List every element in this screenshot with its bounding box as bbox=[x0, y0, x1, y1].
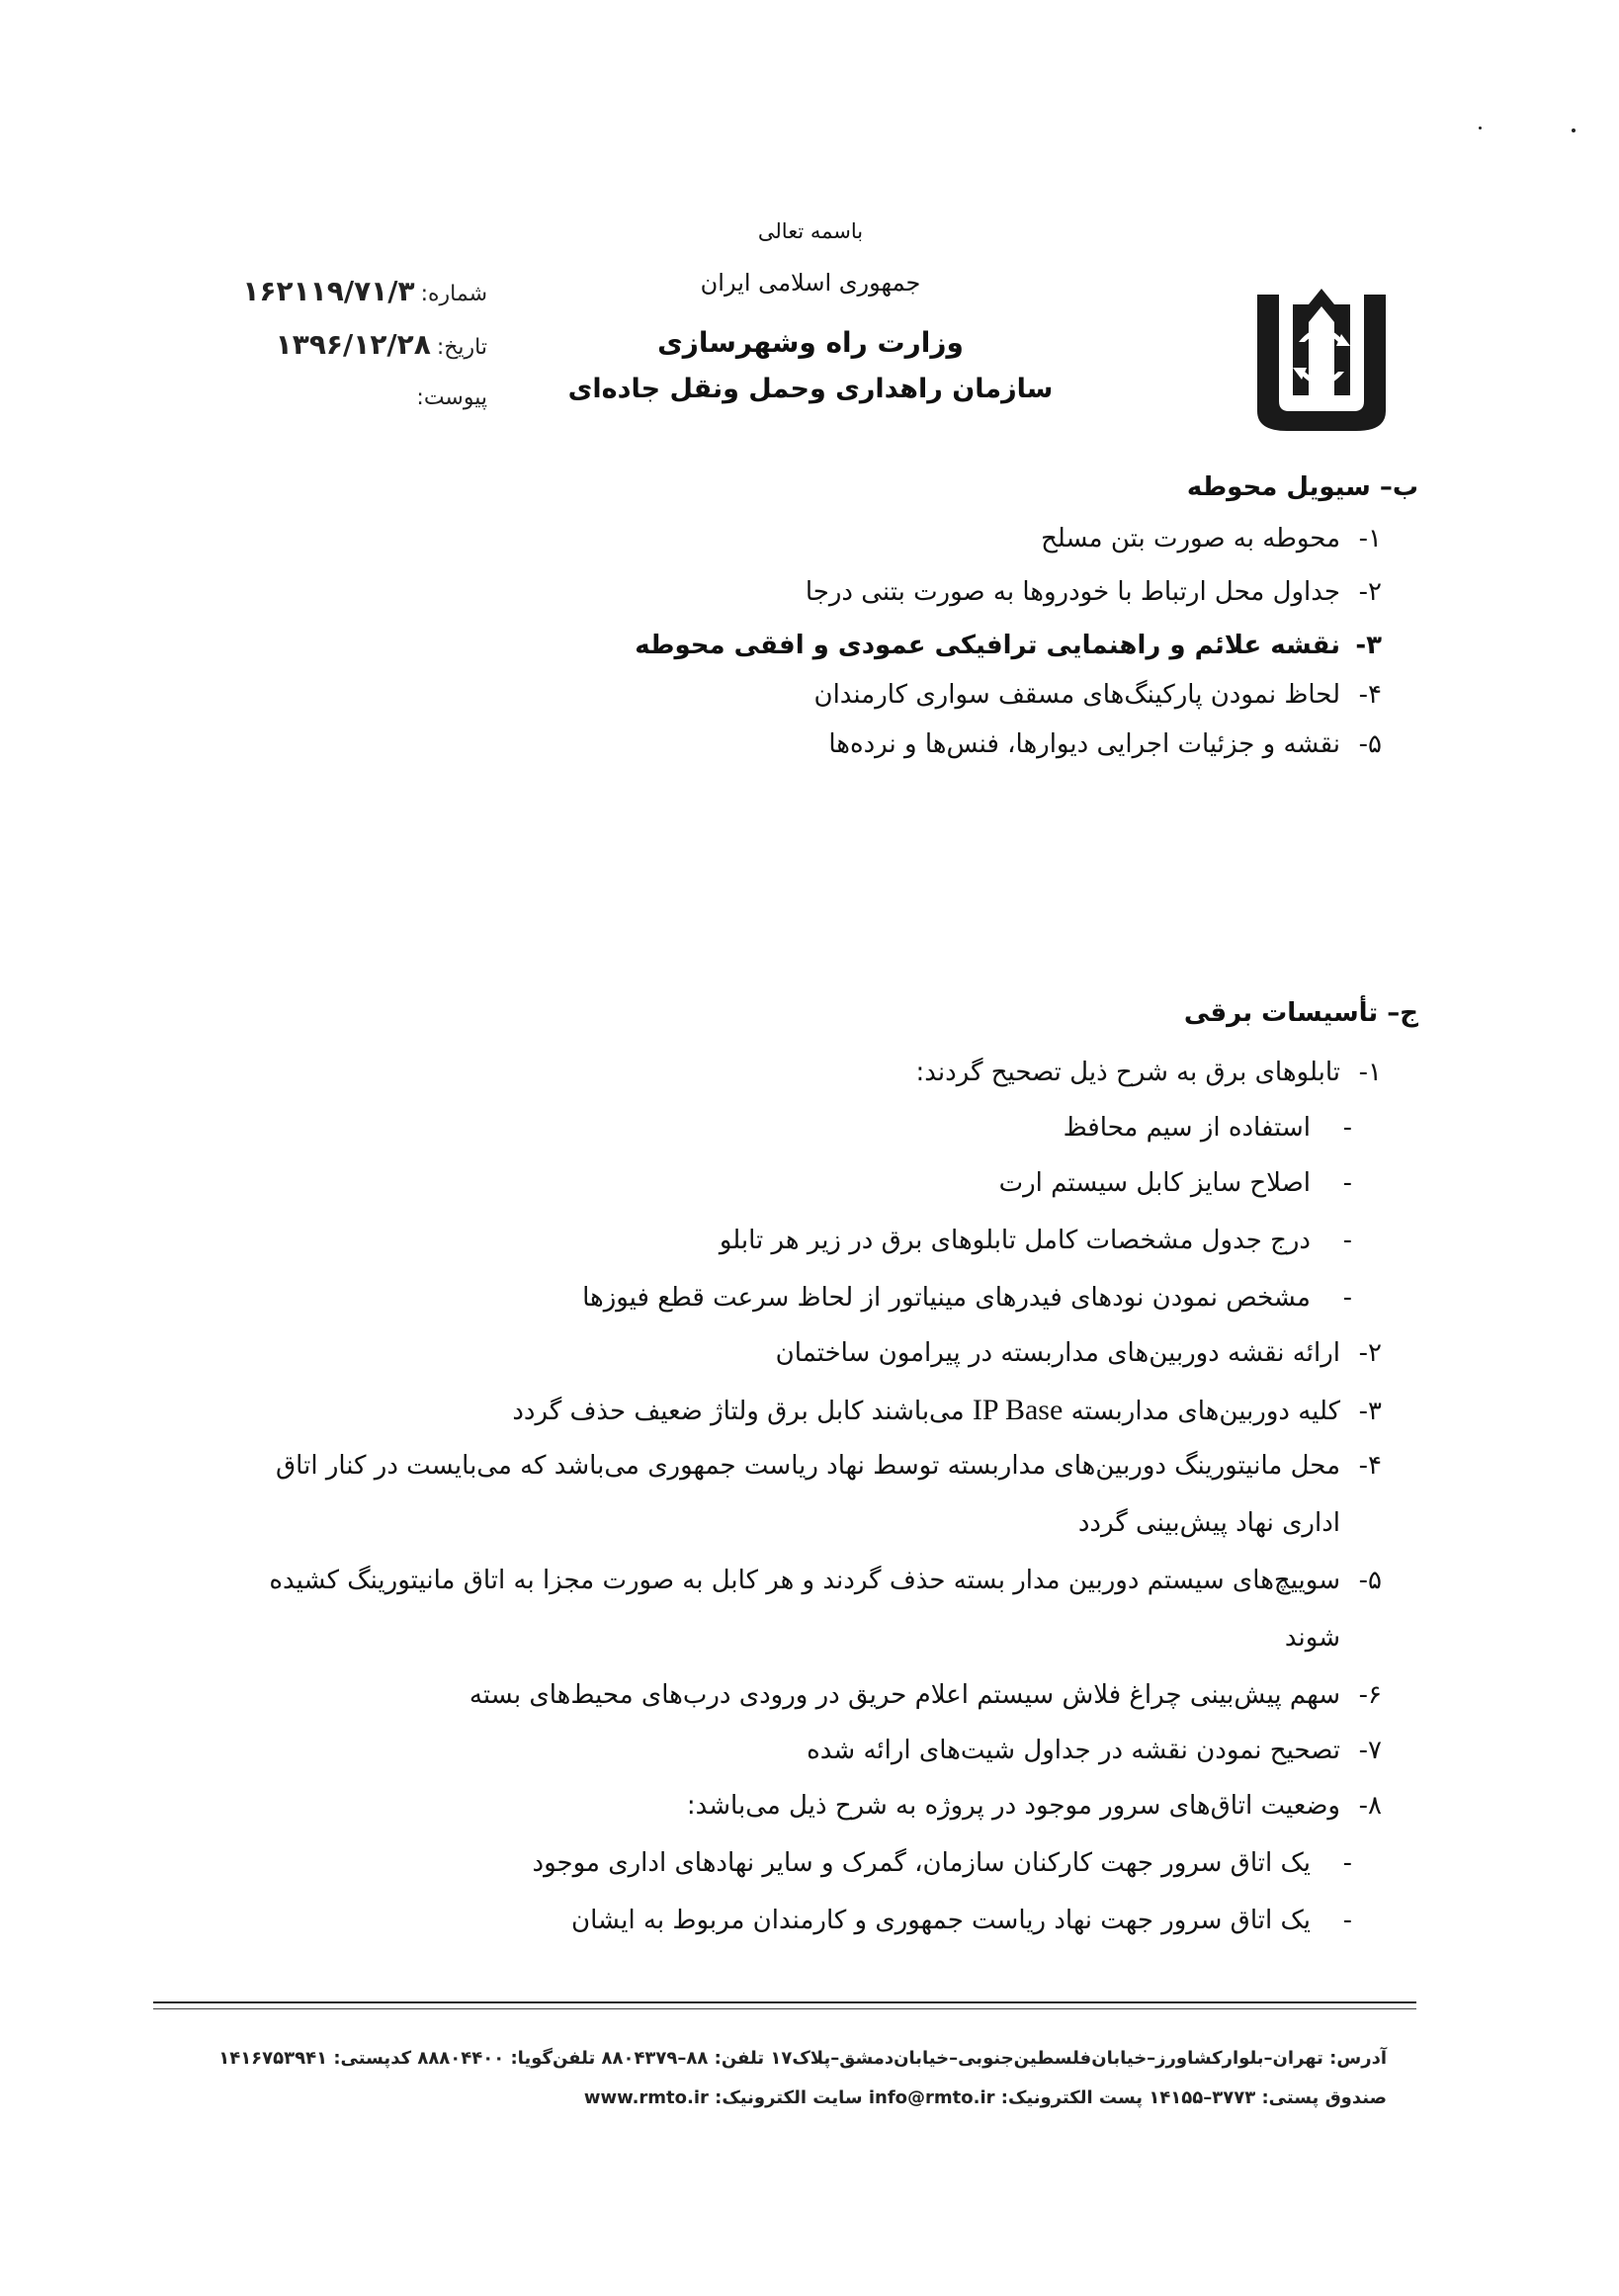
country-name: جمهوری اسلامی ایران bbox=[700, 269, 921, 297]
list-item: ۲-ارائه نقشه دوربین‌های مداربسته در پیرامون ساختمان bbox=[775, 1338, 1382, 1368]
number-value: ۱۶۲۱۱۹/۷۱/۳ bbox=[242, 275, 415, 307]
list-item: ۵-سوییچ‌های سیستم دوربین مدار بسته حذف گردند و هر کابل به صورت مجزا به اتاق مانیتورینگ کشیده bbox=[269, 1566, 1382, 1595]
date-label: تاریخ: bbox=[436, 335, 487, 360]
letter-number bbox=[242, 275, 487, 307]
sub-list-item: -اصلاح سایز کابل سیستم ارت bbox=[998, 1168, 1352, 1198]
list-item-continuation: شوند bbox=[1284, 1623, 1340, 1653]
list-item: ۳-کلیه دوربین‌های مداربسته IP Base می‌باشند کابل برق ولتاژ ضعیف حذف گردد bbox=[512, 1394, 1382, 1426]
scan-speck bbox=[1572, 128, 1576, 132]
section-c-title: ج– تأسیسات برقی bbox=[1183, 998, 1418, 1028]
footer-address: آدرس: تهران–بلوارکشاورز–خیابان‌فلسطین‌جنوبی–خیابان‌دمشق–پلاک۱۷ تلفن: ۸۸–۸۸۰۴۳۷۹ تلفن‌گویا: ۸۸۸۰۴۴۰۰ کدپستی: ۱۴۱۶۷۵۳۹۴۱ bbox=[218, 2048, 1387, 2069]
list-item-continuation: اداری نهاد پیش‌بینی گردد bbox=[1077, 1508, 1340, 1538]
bismillah: باسمه تعالی bbox=[757, 219, 864, 243]
list-item: ۱-تابلوهای برق به شرح ذیل تصحیح گردند: bbox=[915, 1058, 1382, 1087]
letter-date bbox=[276, 328, 487, 361]
list-item: ۳-نقشه علائم و راهنمایی ترافیکی عمودی و افقی محوطه bbox=[635, 631, 1382, 660]
sub-list-item: -مشخص نمودن نودهای فیدرهای مینیاتور از لحاظ سرعت قطع فیوزها bbox=[582, 1283, 1352, 1313]
rmto-emblem-icon bbox=[1247, 285, 1396, 441]
list-item: ۸-وضعیت اتاق‌های سرور موجود در پروژه به شرح ذیل می‌باشد: bbox=[686, 1791, 1382, 1821]
sub-list-item: -درج جدول مشخصات کامل تابلوهای برق در زیر هر تابلو bbox=[719, 1226, 1352, 1255]
list-item: ۶-سهم پیش‌بینی چراغ فلاش سیستم اعلام حریق در ورودی درب‌های محیط‌های بسته bbox=[469, 1680, 1382, 1710]
section-b-title: ب– سیویل محوطه bbox=[1186, 472, 1418, 502]
sub-list-item: -یک اتاق سرور جهت کارکنان سازمان، گمرک و سایر نهادهای اداری موجود bbox=[532, 1848, 1352, 1878]
number-label: شماره: bbox=[420, 282, 487, 306]
ministry-name: وزارت راه وشهرسازی bbox=[657, 326, 964, 359]
date-value: ۱۳۹۶/۱۲/۲۸ bbox=[275, 328, 431, 361]
footer-contacts: صندوق پستی: ۳۷۷۳–۱۴۱۵۵ پست الکترونیک: info@rmto.ir سایت الکترونیک: www.rmto.ir bbox=[583, 2087, 1387, 2108]
organization-name: سازمان راهداری وحمل ونقل جاده‌ای bbox=[567, 374, 1054, 404]
sub-list-item: -استفاده از سیم محافظ bbox=[1063, 1113, 1352, 1143]
list-item: ۲-جداول محل ارتباط با خودروها به صورت بتنی درجا bbox=[805, 577, 1382, 607]
letter-attachment bbox=[416, 385, 487, 410]
sub-list-item: -یک اتاق سرور جهت نهاد ریاست جمهوری و کارمندان مربوط به ایشان bbox=[571, 1906, 1352, 1935]
footer-rule bbox=[153, 2008, 1416, 2009]
scan-speck bbox=[1479, 127, 1482, 129]
list-item: ۱-محوطه به صورت بتن مسلح bbox=[1041, 524, 1382, 553]
footer-rule bbox=[153, 2001, 1416, 2003]
list-item: ۴-لحاظ نمودن پارکینگ‌های مسقف سواری کارمندان bbox=[813, 680, 1382, 710]
list-item: ۵-نقشه و جزئیات اجرایی دیوارها، فنس‌ها و نرده‌ها bbox=[828, 729, 1382, 759]
attachment-label: پیوست: bbox=[416, 385, 487, 410]
list-item: ۴-محل مانیتورینگ دوربین‌های مداربسته توسط نهاد ریاست جمهوری می‌باشد که می‌بایست در کنار اتاق bbox=[276, 1451, 1382, 1481]
list-item: ۷-تصحیح نمودن نقشه در جداول شیت‌های ارائه شده bbox=[807, 1736, 1382, 1765]
